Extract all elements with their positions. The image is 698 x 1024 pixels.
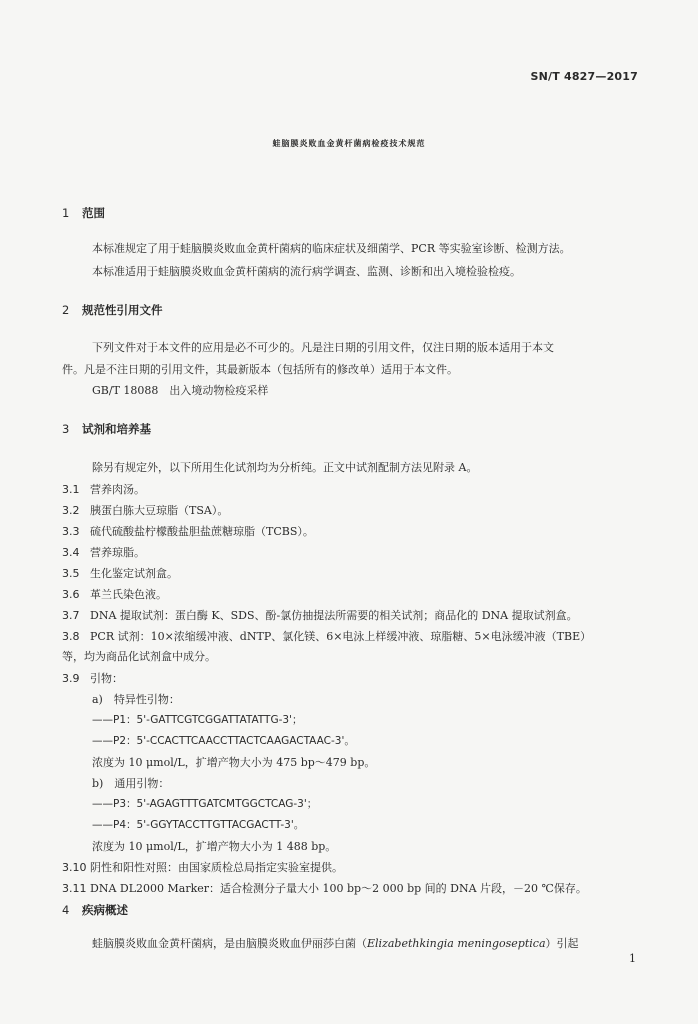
section-4-heading: [62, 902, 128, 918]
item-text: DNA 提取试剂：蛋白酶 K、SDS、酚-氯仿抽提法所需要的相关试剂；商品化的 DNA 提取试剂盒。: [90, 609, 578, 622]
item-number: 3.9: [62, 672, 80, 685]
section-number: 1: [62, 206, 70, 220]
item-number: 3.2: [62, 504, 80, 517]
sub-item-a: a) 特异性引物：: [92, 693, 180, 706]
section-title: 范围: [82, 206, 105, 220]
item-number: 3.5: [62, 567, 80, 580]
document-title: 蛙脑膜炎败血金黄杆菌病检疫技术规范: [272, 139, 426, 148]
primer-p2: ——P2：5'-CCACTTCAACCTTACTCAAGACTAAC-3'。: [92, 735, 355, 747]
list-item: [62, 670, 123, 686]
section-title: 疾病概述: [82, 903, 128, 917]
item-number: 3.10: [62, 861, 87, 874]
section-title: 试剂和培养基: [82, 422, 151, 436]
item-text: 营养琼脂。: [90, 546, 145, 559]
item-text: 营养肉汤。: [90, 483, 145, 496]
item-continuation: 等，均为商品化试剂盒中成分。: [62, 650, 216, 663]
item-text: 革兰氏染色液。: [90, 588, 167, 601]
list-item: [62, 607, 578, 623]
section-2-heading: [62, 302, 163, 318]
paragraph: [92, 935, 579, 951]
item-number: 3.7: [62, 609, 80, 622]
sub-item-b: b) 通用引物：: [92, 777, 170, 790]
section-number: 4: [62, 903, 70, 917]
item-text: 阴性和阳性对照：由国家质检总局指定实验室提供。: [90, 861, 343, 874]
concentration-note: 浓度为 10 μmol/L，扩增产物大小为 1 488 bp。: [92, 840, 337, 853]
list-item: [62, 544, 145, 560]
list-item: [62, 565, 178, 581]
species-name: Elizabethkingia meningoseptica: [367, 937, 546, 950]
section-title: 规范性引用文件: [82, 303, 163, 317]
paragraph: 下列文件对于本文件的应用是必不可少的。凡是注日期的引用文件，仅注日期的版本适用于本文: [92, 341, 554, 354]
item-number: 3.11: [62, 882, 87, 895]
section-3-heading: [62, 421, 151, 437]
paragraph: 本标准适用于蛙脑膜炎败血金黄杆菌病的流行病学调查、监测、诊断和出入境检验检疫。: [92, 265, 521, 278]
item-number: 3.4: [62, 546, 80, 559]
normative-reference: GB/T 18088 出入境动物检疫采样: [92, 384, 269, 397]
list-item: [62, 502, 228, 518]
concentration-note: 浓度为 10 μmol/L，扩增产物大小为 475 bp～479 bp。: [92, 756, 376, 769]
section-number: 3: [62, 422, 70, 436]
primer-p4: ——P4：5'-GGYTACCTTGTTACGACTT-3'。: [92, 819, 305, 831]
section-number: 2: [62, 303, 70, 317]
item-text: DNA DL2000 Marker：适合检测分子量大小 100 bp～2 000 bp 间的 DNA 片段，－20 ℃保存。: [90, 882, 587, 895]
paragraph-continuation: 件。凡是不注日期的引用文件，其最新版本（包括所有的修改单）适用于本文件。: [62, 363, 458, 376]
item-text: 硫代硫酸盐柠檬酸盐胆盐蔗糖琼脂（TCBS）。: [90, 525, 314, 538]
primer-p3: ——P3：5'-AGAGTTTGATCMTGGCTCAG-3'；: [92, 798, 318, 810]
standard-number: SN/T 4827—2017: [530, 70, 638, 83]
list-item: [62, 481, 145, 497]
primer-p1: ——P1：5'-GATTCGTCGGATTATATTG-3'；: [92, 714, 303, 726]
paragraph: 除另有规定外，以下所用生化试剂均为分析纯。正文中试剂配制方法见附录 A。: [92, 461, 478, 474]
item-number: 3.1: [62, 483, 80, 496]
list-item: [62, 628, 591, 644]
text-segment: ）引起: [545, 937, 579, 950]
paragraph: 本标准规定了用于蛙脑膜炎败血金黄杆菌病的临床症状及细菌学、PCR 等实验室诊断、检测方法。: [92, 242, 571, 255]
list-item: [62, 586, 167, 602]
list-item: [62, 880, 587, 896]
item-text: PCR 试剂：10×浓缩缓冲液、dNTP、氯化镁、6×电泳上样缓冲液、琼脂糖、5×电泳缓冲液（TBE）: [90, 630, 592, 643]
item-number: 3.6: [62, 588, 80, 601]
text-segment: 蛙脑膜炎败血金黄杆菌病，是由脑膜炎败血伊丽莎白菌（: [92, 937, 367, 950]
item-text: 生化鉴定试剂盒。: [90, 567, 178, 580]
item-number: 3.8: [62, 630, 80, 643]
item-text: 引物：: [90, 672, 123, 685]
item-text: 胰蛋白胨大豆琼脂（TSA）。: [90, 504, 229, 517]
list-item: [62, 523, 314, 539]
section-1-heading: [62, 205, 105, 221]
page-number: 1: [629, 952, 636, 965]
list-item: [62, 859, 343, 875]
item-number: 3.3: [62, 525, 80, 538]
